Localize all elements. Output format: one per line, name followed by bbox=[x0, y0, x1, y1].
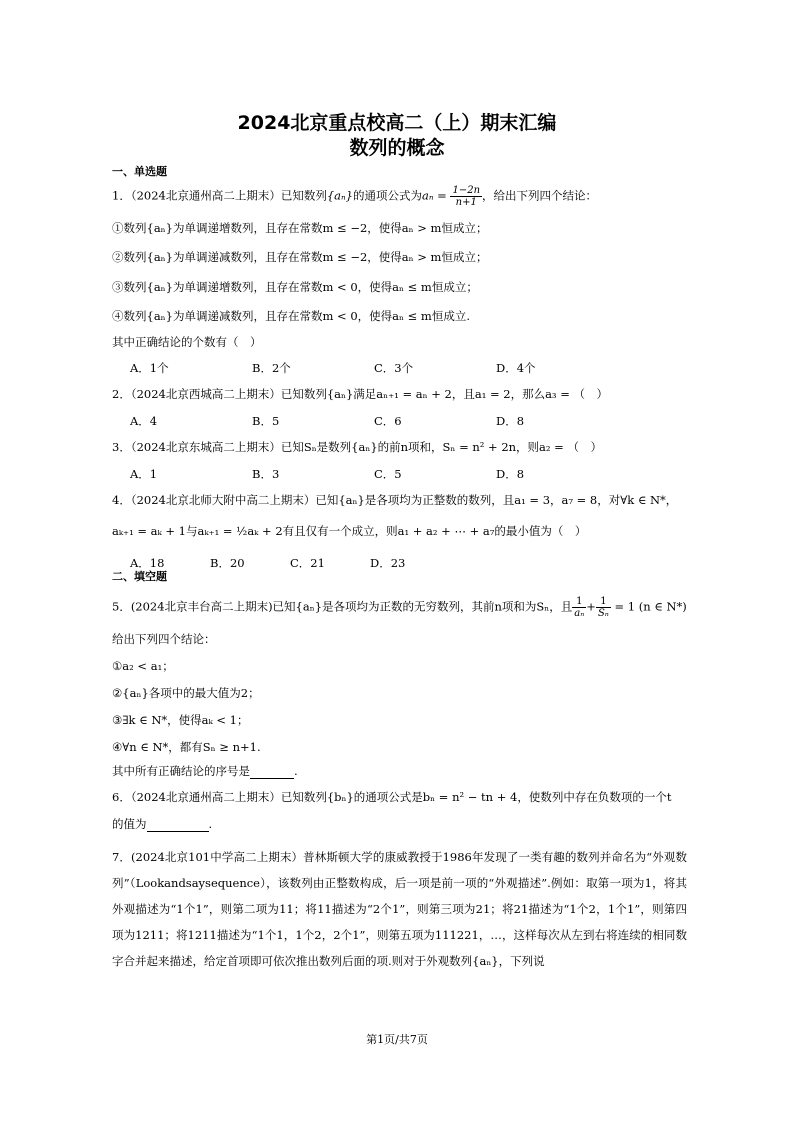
q1-mid: 的通项公式为 bbox=[353, 188, 422, 203]
q3-option-b[interactable]: B．3 bbox=[252, 467, 280, 481]
question-4-line-2: aₖ₊₁ = aₖ + 1与aₖ₊₁ = ½aₖ + 2有且仅有一个成立，则a₁ + a₂ + ⋯ + a₇的最小值为（ ） bbox=[112, 524, 587, 538]
q5-statement-1: ①a₂ < a₁； bbox=[112, 659, 174, 673]
q1-option-c[interactable]: C．3个 bbox=[374, 361, 414, 375]
q5-line-2: 给出下列四个结论： bbox=[112, 632, 216, 646]
q3-option-a[interactable]: A．1 bbox=[130, 467, 158, 481]
q3-option-c[interactable]: C．5 bbox=[374, 467, 402, 481]
question-7-stem: 7．(2024北京101中学高二上期末）普林斯顿大学的康威教授于1986年发现了一类有趣的数列并命名为“外观数列”（Lookandsaysequence），该数列由正整数构成，后一项是前一项的“外观描述”.例如：取第一项为1，将其外观描述为“1个1”，则第二项为11；将11描述为“2个1”，则第三项为21；将21描述为“1个2，1个1”，则第四项为1211；将1211描述为“1个1，1个2，2个1”，则第五项为111221，…，这样每次从左到右将连续的相同数字合并起来描述，给定首项即可依次推出数列后面的项.则对于外观数列{aₙ}，下列说 bbox=[112, 850, 687, 968]
q5-ask-end: . bbox=[294, 764, 298, 778]
q1-frac-num: 1−2n bbox=[452, 185, 481, 196]
q5-frac-2 bbox=[596, 596, 611, 619]
q1-lead: 1．（2024北京通州高二上期末）已知数列 bbox=[112, 188, 327, 203]
q1-ask: 其中正确结论的个数有（ ） bbox=[112, 335, 262, 349]
q2-option-d[interactable]: D．8 bbox=[496, 414, 525, 428]
q5-lead: 5．(2024北京丰台高二上期末)已知{aₙ}是各项均为正数的无穷数列，其前n项和为Sₙ，且 bbox=[112, 599, 573, 614]
q5-frac-2-den: Sₙ bbox=[597, 608, 609, 619]
q1-option-d[interactable]: D．4个 bbox=[496, 361, 536, 375]
q1-tail: ，给出下列四个结论： bbox=[482, 188, 598, 203]
q1-frac-den: n+1 bbox=[455, 197, 477, 208]
q5-frac-1-den: aₙ bbox=[574, 608, 585, 619]
q1-statement-2: ②数列{aₙ}为单调递减数列，且存在常数m ≤ −2，使得aₙ > m恒成立； bbox=[112, 250, 488, 264]
q5-frac-1 bbox=[572, 596, 586, 619]
q1-options bbox=[130, 360, 618, 376]
q1-seq-symbol: {aₙ} bbox=[326, 188, 353, 203]
q5-frac-2-num: 1 bbox=[596, 596, 611, 608]
q1-an: aₙ = bbox=[422, 188, 447, 203]
question-6-line-2 bbox=[112, 817, 212, 832]
question-1-stem bbox=[112, 185, 597, 208]
q1-fraction bbox=[450, 185, 482, 208]
question-5-line-1: 5．(2024北京丰台高二上期末)已知{aₙ}是各项均为正数的无穷数列，其前n项和为Sₙ，且 $\frac{1}{\text{aₙ}}$ + $\frac{1}{\text{Sₙ}}$ = 1 (n ∈ N*) bbox=[112, 596, 687, 619]
q5-statement-4: ④∀n ∈ N*，都有Sₙ ≥ n+1. bbox=[112, 740, 261, 754]
q2-options bbox=[130, 413, 618, 429]
q5-lead-end: = 1 (n ∈ N*) bbox=[610, 599, 687, 614]
q6-l2-text: 的值为 bbox=[112, 817, 147, 831]
question-2-stem: 2．（2024北京西城高二上期末）已知数列{aₙ}满足aₙ₊₁ = aₙ + 2，且a₁ = 2，那么a₃ = （ ） bbox=[112, 387, 608, 401]
q6-answer-blank[interactable] bbox=[147, 817, 209, 832]
q1-statement-1: ①数列{aₙ}为单调递增数列，且存在常数m ≤ −2，使得aₙ > m恒成立； bbox=[112, 221, 488, 235]
q5-statement-3: ③∃k ∈ N*，使得aₖ < 1； bbox=[112, 713, 249, 727]
q3-options bbox=[130, 466, 618, 482]
q5-statement-2: ②{aₙ}各项中的最大值为2； bbox=[112, 686, 260, 700]
q4-option-c[interactable]: C．21 bbox=[290, 556, 325, 570]
q5-frac-1-num: 1 bbox=[572, 596, 586, 608]
q1-option-a[interactable]: A．1个 bbox=[130, 361, 169, 375]
q4-option-b[interactable]: B．20 bbox=[210, 556, 245, 570]
q1-option-b[interactable]: B．2个 bbox=[252, 361, 291, 375]
question-3-stem: 3．（2024北京东城高二上期末）已知Sₙ是数列{aₙ}的前n项和，Sₙ = n² + 2n，则a₂ = （ ） bbox=[112, 440, 602, 454]
question-6-line-1: 6．（2024北京通州高二上期末）已知数列{bₙ}的通项公式是bₙ = n² − tn + 4，使数列中存在负数项的一个t bbox=[112, 790, 672, 804]
q5-answer-blank[interactable] bbox=[250, 764, 294, 779]
q4-options bbox=[130, 555, 450, 571]
q1-statement-3: ③数列{aₙ}为单调递增数列，且存在常数m < 0，使得aₙ ≤ m恒成立； bbox=[112, 280, 478, 294]
section-heading-single-choice: 一、单选题 bbox=[112, 165, 167, 178]
q5-ask-text: 其中所有正确结论的序号是 bbox=[112, 764, 250, 778]
section-heading-fill-blank: 二、填空题 bbox=[112, 570, 167, 583]
q5-ask bbox=[112, 764, 298, 779]
q1-statement-4: ④数列{aₙ}为单调递减数列，且存在常数m < 0，使得aₙ ≤ m恒成立. bbox=[112, 309, 470, 323]
page-subtitle: 数列的概念 bbox=[349, 137, 445, 159]
question-4-line-1: 4．（2024北京北师大附中高二上期末）已知{aₙ}是各项均为正整数的数列，且a₁ = 3，a₇ = 8，对∀k ∈ N*， bbox=[112, 493, 678, 507]
q2-option-b[interactable]: B．5 bbox=[252, 414, 280, 428]
q4-option-d[interactable]: D．23 bbox=[370, 556, 406, 570]
q4-option-a[interactable]: A．18 bbox=[130, 556, 165, 570]
page-footer: 第1页/共7页 bbox=[366, 1033, 428, 1046]
page-title: 2024北京重点校高二（上）期末汇编 bbox=[237, 112, 557, 134]
q3-option-d[interactable]: D．8 bbox=[496, 467, 525, 481]
q6-l2-end: . bbox=[208, 817, 213, 831]
q2-option-c[interactable]: C．6 bbox=[374, 414, 402, 428]
q2-option-a[interactable]: A．4 bbox=[130, 414, 158, 428]
